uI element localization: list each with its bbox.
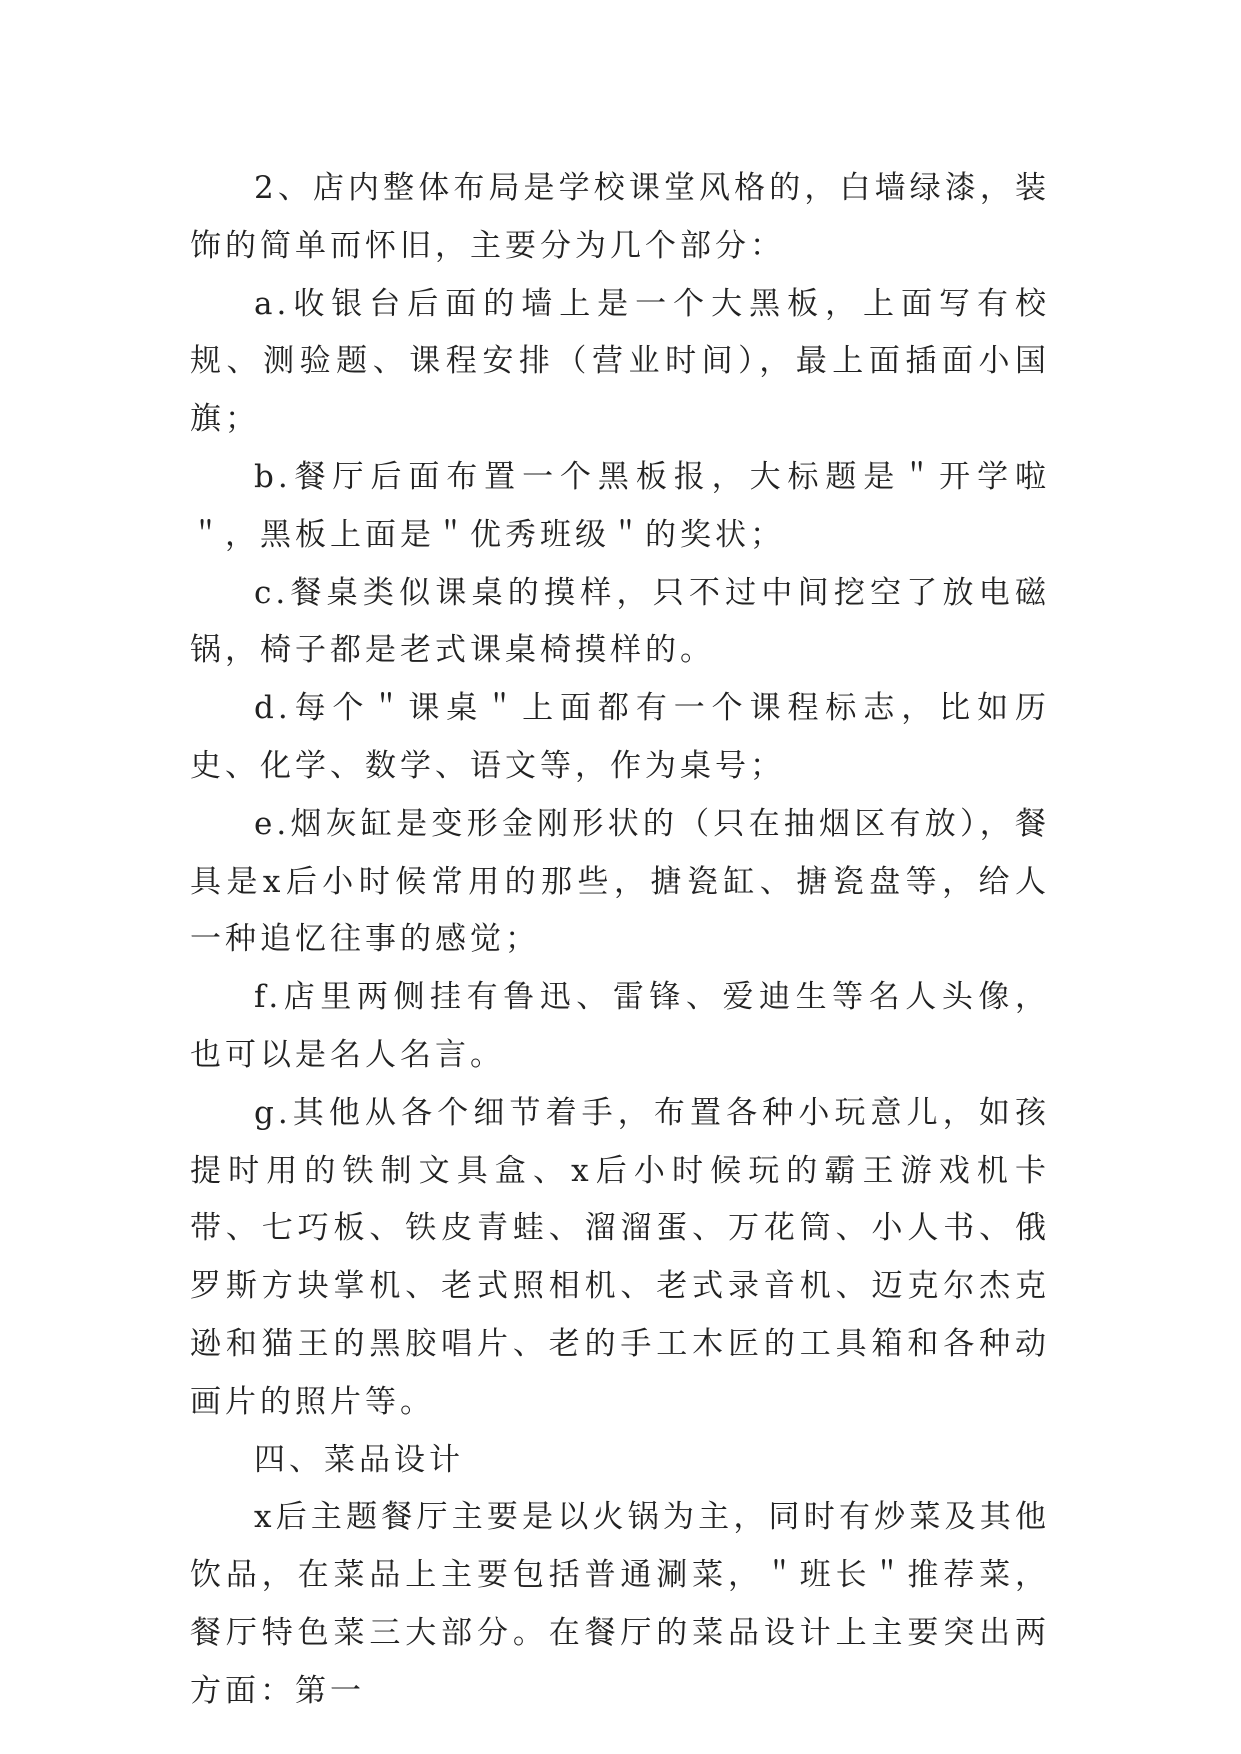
paragraph-item-a: a.收银台后面的墙上是一个大黑板，上面写有校规、测验题、课程安排（营业时间），最上面插面小国旗； [190,285,1050,438]
paragraph-menu-design: x后主题餐厅主要是以火锅为主，同时有炒菜及其他饮品，在菜品上主要包括普通涮菜，＂班长＂推荐菜，餐厅特色菜三大部分。在餐厅的菜品设计上主要突出两方面：第一 [190,1499,1050,1709]
paragraph-item-c: c.餐桌类似课桌的摸样，只不过中间挖空了放电磁锅，椅子都是老式课桌椅摸样的。 [190,574,1050,669]
paragraph-item-f: f.店里两侧挂有鲁迅、雷锋、爱迪生等名人头像，也可以是名人名言。 [190,979,1050,1073]
section-heading-menu-design: 四、菜品设计 [254,1441,464,1478]
paragraph-item-d: d.每个＂课桌＂上面都有一个课程标志，比如历史、化学、数学、语文等，作为桌号； [190,690,1050,784]
document-body [190,160,1050,1721]
paragraph-item-e: e.烟灰缸是变形金刚形状的（只在抽烟区有放），餐具是x后小时候常用的那些，搪瓷缸、搪瓷盘等，给人一种追忆往事的感觉； [190,805,1050,958]
paragraph-layout-section: 2、店内整体布局是学校课堂风格的，白墙绿漆，装饰的简单而怀旧，主要分为几个部分： [190,170,1050,264]
paragraph-item-b: b.餐厅后面布置一个黑板报，大标题是＂开学啦＂，黑板上面是＂优秀班级＂的奖状； [190,458,1050,553]
paragraph-item-g: g.其他从各个细节着手，布置各种小玩意儿，如孩提时用的铁制文具盒、x后小时候玩的霸王游戏机卡带、七巧板、铁皮青蛙、溜溜蛋、万花筒、小人书、俄罗斯方块掌机、老式照相机、老式录音机、迈克尔杰克逊和猫王的黑胶唱片、老的手工木匠的工具箱和各种动画片的照片等。 [190,1094,1050,1420]
